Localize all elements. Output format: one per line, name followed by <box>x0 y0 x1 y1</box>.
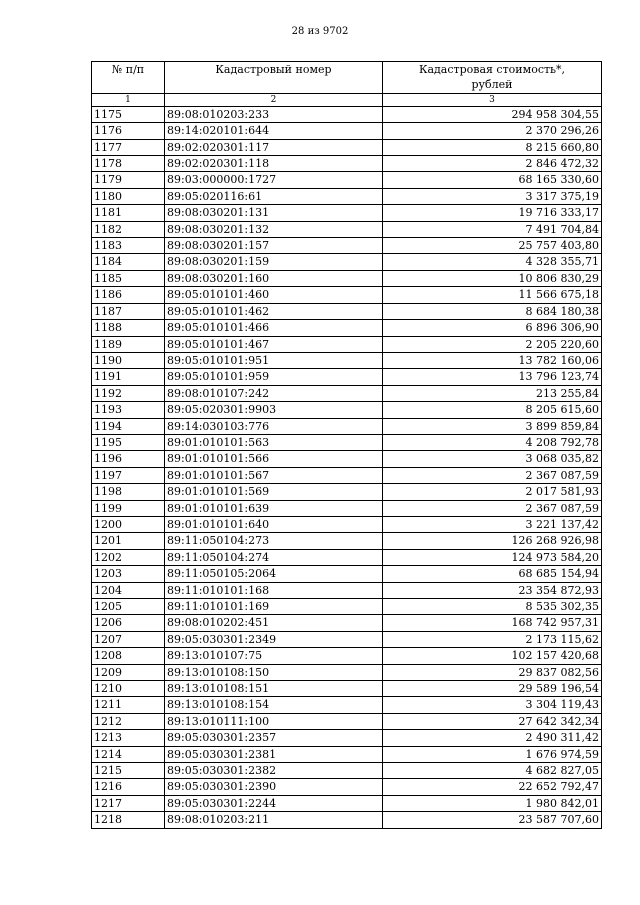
table-row <box>92 795 602 811</box>
cadastral-cost: 4 208 792,78 <box>383 434 602 450</box>
row-number: 1202 <box>92 549 165 565</box>
row-number: 1181 <box>92 205 165 221</box>
cadastral-number: 89:05:010101:466 <box>165 320 383 336</box>
row-number: 1189 <box>92 336 165 352</box>
cadastral-cost: 294 958 304,55 <box>383 106 602 122</box>
row-number: 1190 <box>92 352 165 368</box>
cadastral-cost: 68 685 154,94 <box>383 566 602 582</box>
cadastral-number: 89:05:030301:2390 <box>165 779 383 795</box>
table-row <box>92 681 602 697</box>
row-number: 1213 <box>92 730 165 746</box>
table-row <box>92 402 602 418</box>
cadastral-cost: 2 367 087,59 <box>383 500 602 516</box>
cadastral-cost: 8 215 660,80 <box>383 139 602 155</box>
cadastral-cost: 102 157 420,68 <box>383 648 602 664</box>
row-number: 1212 <box>92 713 165 729</box>
header-cost-line1: Кадастровая стоимость*, <box>418 63 566 76</box>
cadastral-cost: 22 652 792,47 <box>383 779 602 795</box>
row-number: 1204 <box>92 582 165 598</box>
table-row <box>92 615 602 631</box>
cadastral-cost: 2 490 311,42 <box>383 730 602 746</box>
table-row <box>92 205 602 221</box>
table-row <box>92 648 602 664</box>
row-number: 1193 <box>92 402 165 418</box>
header-num: № п/п <box>92 62 165 94</box>
cadastral-number: 89:14:020101:644 <box>165 123 383 139</box>
row-number: 1215 <box>92 763 165 779</box>
cadastral-cost: 2 846 472,32 <box>383 156 602 172</box>
row-number: 1207 <box>92 631 165 647</box>
row-number: 1216 <box>92 779 165 795</box>
cadastral-cost: 13 796 123,74 <box>383 369 602 385</box>
row-number: 1196 <box>92 451 165 467</box>
row-number: 1201 <box>92 533 165 549</box>
row-number: 1206 <box>92 615 165 631</box>
row-number: 1177 <box>92 139 165 155</box>
cadastral-cost: 213 255,84 <box>383 385 602 401</box>
row-number: 1184 <box>92 254 165 270</box>
cadastral-cost: 1 676 974,59 <box>383 746 602 762</box>
row-number: 1183 <box>92 238 165 254</box>
cadastral-number: 89:08:010202:451 <box>165 615 383 631</box>
row-number: 1194 <box>92 418 165 434</box>
cadastral-cost: 3 221 137,42 <box>383 516 602 532</box>
table-body <box>92 106 602 828</box>
cadastral-number: 89:05:030301:2244 <box>165 795 383 811</box>
cadastral-cost: 29 589 196,54 <box>383 681 602 697</box>
cadastral-number: 89:05:030301:2349 <box>165 631 383 647</box>
table-row <box>92 664 602 680</box>
cadastral-cost: 4 682 827,05 <box>383 763 602 779</box>
cadastral-cost: 3 304 119,43 <box>383 697 602 713</box>
cadastral-cost: 3 068 035,82 <box>383 451 602 467</box>
table-row <box>92 746 602 762</box>
cadastral-cost: 23 587 707,60 <box>383 812 602 828</box>
table-row <box>92 385 602 401</box>
table-row <box>92 418 602 434</box>
column-index-2: 2 <box>165 93 383 106</box>
table-row <box>92 697 602 713</box>
cadastral-number: 89:01:010101:567 <box>165 467 383 483</box>
cadastral-cost: 6 896 306,90 <box>383 320 602 336</box>
cadastral-number: 89:08:030201:159 <box>165 254 383 270</box>
row-number: 1217 <box>92 795 165 811</box>
table-row <box>92 434 602 450</box>
column-index-3: 3 <box>383 93 602 106</box>
table-row <box>92 631 602 647</box>
table-row <box>92 156 602 172</box>
header-cost-line2: рублей <box>471 78 513 92</box>
cadastral-cost: 2 017 581,93 <box>383 484 602 500</box>
cadastral-value-table <box>91 61 602 829</box>
table-row <box>92 451 602 467</box>
cadastral-cost: 2 367 087,59 <box>383 467 602 483</box>
table-row <box>92 730 602 746</box>
cadastral-number: 89:13:010108:151 <box>165 681 383 697</box>
cadastral-number: 89:08:010203:233 <box>165 106 383 122</box>
cadastral-number: 89:14:030103:776 <box>165 418 383 434</box>
table-row <box>92 254 602 270</box>
cadastral-cost: 27 642 342,34 <box>383 713 602 729</box>
row-number: 1211 <box>92 697 165 713</box>
cadastral-number: 89:05:020301:9903 <box>165 402 383 418</box>
cadastral-number: 89:05:030301:2382 <box>165 763 383 779</box>
row-number: 1191 <box>92 369 165 385</box>
cadastral-number: 89:02:020301:117 <box>165 139 383 155</box>
table-row <box>92 549 602 565</box>
table-row <box>92 106 602 122</box>
cadastral-cost: 68 165 330,60 <box>383 172 602 188</box>
row-number: 1182 <box>92 221 165 237</box>
row-number: 1197 <box>92 467 165 483</box>
cadastral-cost: 2 205 220,60 <box>383 336 602 352</box>
page-number: 28 из 9702 <box>291 26 349 37</box>
table-row <box>92 467 602 483</box>
row-number: 1210 <box>92 681 165 697</box>
cadastral-number: 89:08:030201:131 <box>165 205 383 221</box>
table-row <box>92 484 602 500</box>
cadastral-number: 89:13:010108:154 <box>165 697 383 713</box>
table-row <box>92 303 602 319</box>
table-row <box>92 352 602 368</box>
cadastral-cost: 3 899 859,84 <box>383 418 602 434</box>
cadastral-number: 89:08:030201:157 <box>165 238 383 254</box>
cadastral-cost: 8 684 180,38 <box>383 303 602 319</box>
cadastral-number: 89:05:010101:951 <box>165 352 383 368</box>
cadastral-number: 89:11:050104:274 <box>165 549 383 565</box>
table-row <box>92 139 602 155</box>
row-number: 1179 <box>92 172 165 188</box>
cadastral-number: 89:05:010101:959 <box>165 369 383 385</box>
row-number: 1175 <box>92 106 165 122</box>
row-number: 1187 <box>92 303 165 319</box>
table-row <box>92 713 602 729</box>
table-row <box>92 188 602 204</box>
row-number: 1209 <box>92 664 165 680</box>
row-number: 1192 <box>92 385 165 401</box>
cadastral-number: 89:13:010108:150 <box>165 664 383 680</box>
row-number: 1203 <box>92 566 165 582</box>
table-row <box>92 270 602 286</box>
header-cadastral-number: Кадастровый номер <box>165 62 383 94</box>
table-row <box>92 320 602 336</box>
cadastral-number: 89:01:010101:569 <box>165 484 383 500</box>
table-row <box>92 287 602 303</box>
table-row <box>92 500 602 516</box>
row-number: 1188 <box>92 320 165 336</box>
table-row <box>92 812 602 828</box>
cadastral-number: 89:11:050105:2064 <box>165 566 383 582</box>
cadastral-number: 89:08:030201:160 <box>165 270 383 286</box>
column-index-1: 1 <box>92 93 165 106</box>
cadastral-number: 89:11:010101:169 <box>165 599 383 615</box>
cadastral-number: 89:05:010101:467 <box>165 336 383 352</box>
table-row <box>92 533 602 549</box>
cadastral-number: 89:08:010203:211 <box>165 812 383 828</box>
cadastral-number: 89:05:010101:462 <box>165 303 383 319</box>
cadastral-cost: 2 173 115,62 <box>383 631 602 647</box>
row-number: 1176 <box>92 123 165 139</box>
cadastral-number: 89:05:030301:2381 <box>165 746 383 762</box>
cadastral-number: 89:11:010101:168 <box>165 582 383 598</box>
row-number: 1208 <box>92 648 165 664</box>
row-number: 1198 <box>92 484 165 500</box>
cadastral-cost: 2 370 296,26 <box>383 123 602 139</box>
cadastral-cost: 29 837 082,56 <box>383 664 602 680</box>
column-index-row <box>92 93 602 106</box>
cadastral-number: 89:03:000000:1727 <box>165 172 383 188</box>
cadastral-cost: 1 980 842,01 <box>383 795 602 811</box>
table-row <box>92 779 602 795</box>
table-row <box>92 369 602 385</box>
table-row <box>92 566 602 582</box>
cadastral-cost: 10 806 830,29 <box>383 270 602 286</box>
cadastral-number: 89:05:030301:2357 <box>165 730 383 746</box>
cadastral-cost: 13 782 160,06 <box>383 352 602 368</box>
cadastral-cost: 23 354 872,93 <box>383 582 602 598</box>
table-row <box>92 516 602 532</box>
cadastral-number: 89:01:010101:563 <box>165 434 383 450</box>
header-row <box>92 62 602 94</box>
cadastral-number: 89:02:020301:118 <box>165 156 383 172</box>
cadastral-cost: 126 268 926,98 <box>383 533 602 549</box>
table-row <box>92 582 602 598</box>
cadastral-cost: 11 566 675,18 <box>383 287 602 303</box>
cadastral-number: 89:08:010107:242 <box>165 385 383 401</box>
row-number: 1199 <box>92 500 165 516</box>
cadastral-cost: 168 742 957,31 <box>383 615 602 631</box>
table-row <box>92 336 602 352</box>
cadastral-number: 89:11:050104:273 <box>165 533 383 549</box>
row-number: 1180 <box>92 188 165 204</box>
row-number: 1186 <box>92 287 165 303</box>
table-row <box>92 172 602 188</box>
cadastral-cost: 124 973 584,20 <box>383 549 602 565</box>
table-row <box>92 599 602 615</box>
cadastral-cost: 7 491 704,84 <box>383 221 602 237</box>
cadastral-number: 89:01:010101:639 <box>165 500 383 516</box>
cadastral-number: 89:13:010111:100 <box>165 713 383 729</box>
row-number: 1195 <box>92 434 165 450</box>
row-number: 1218 <box>92 812 165 828</box>
table-row <box>92 763 602 779</box>
cadastral-cost: 3 317 375,19 <box>383 188 602 204</box>
cadastral-cost: 4 328 355,71 <box>383 254 602 270</box>
row-number: 1185 <box>92 270 165 286</box>
cadastral-number: 89:08:030201:132 <box>165 221 383 237</box>
cadastral-number: 89:13:010107:75 <box>165 648 383 664</box>
cadastral-cost: 19 716 333,17 <box>383 205 602 221</box>
row-number: 1200 <box>92 516 165 532</box>
row-number: 1205 <box>92 599 165 615</box>
cadastral-cost: 8 205 615,60 <box>383 402 602 418</box>
cadastral-cost: 25 757 403,80 <box>383 238 602 254</box>
row-number: 1178 <box>92 156 165 172</box>
table-row <box>92 238 602 254</box>
table-row <box>92 123 602 139</box>
cadastral-number: 89:05:010101:460 <box>165 287 383 303</box>
table-row <box>92 221 602 237</box>
cadastral-number: 89:01:010101:566 <box>165 451 383 467</box>
cadastral-cost: 8 535 302,35 <box>383 599 602 615</box>
header-cadastral-cost <box>383 62 602 94</box>
cadastral-number: 89:01:010101:640 <box>165 516 383 532</box>
row-number: 1214 <box>92 746 165 762</box>
cadastral-number: 89:05:020116:61 <box>165 188 383 204</box>
